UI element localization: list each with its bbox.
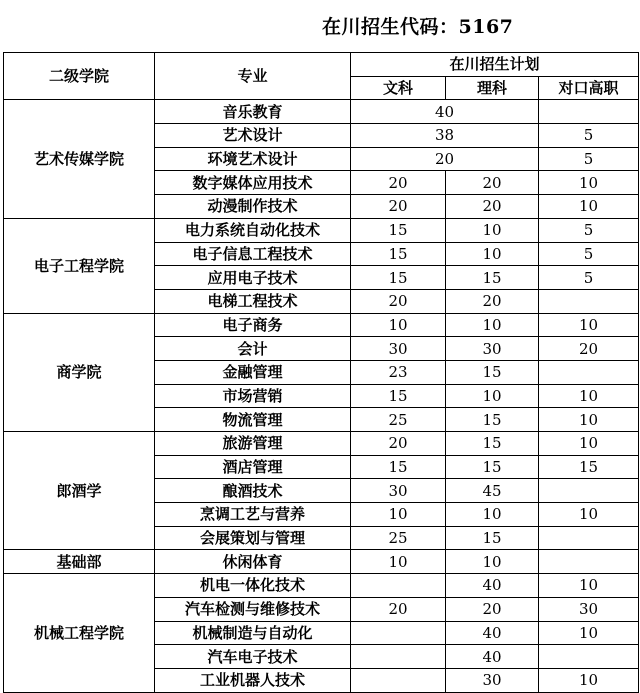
college-cell: 艺术传媒学院 bbox=[4, 100, 155, 218]
college-cell: 机械工程学院 bbox=[4, 574, 155, 692]
wenke-cell: 30 bbox=[351, 479, 446, 503]
like-cell: 20 bbox=[446, 195, 539, 219]
table-row bbox=[4, 100, 639, 124]
table-row bbox=[4, 313, 639, 337]
header-row-1 bbox=[4, 53, 639, 77]
duikou-cell: 10 bbox=[539, 668, 639, 692]
wenke-cell: 15 bbox=[351, 266, 446, 290]
duikou-cell: 10 bbox=[539, 621, 639, 645]
wenke-cell: 20 bbox=[351, 432, 446, 456]
major-cell: 机电一体化技术 bbox=[155, 574, 351, 598]
duikou-cell bbox=[539, 100, 639, 124]
duikou-cell: 15 bbox=[539, 455, 639, 479]
header-plan: 在川招生计划 bbox=[351, 53, 639, 77]
major-cell: 酿酒技术 bbox=[155, 479, 351, 503]
duikou-cell: 5 bbox=[539, 147, 639, 171]
wenke-cell: 25 bbox=[351, 408, 446, 432]
wenke-cell: 20 bbox=[351, 171, 446, 195]
major-cell: 数字媒体应用技术 bbox=[155, 171, 351, 195]
merged-wenke-like-cell: 40 bbox=[351, 100, 539, 124]
college-cell: 电子工程学院 bbox=[4, 218, 155, 313]
table-row bbox=[4, 218, 639, 242]
like-cell: 15 bbox=[446, 526, 539, 550]
like-cell: 10 bbox=[446, 550, 539, 574]
duikou-cell: 10 bbox=[539, 432, 639, 456]
table-row bbox=[4, 574, 639, 598]
duikou-cell: 10 bbox=[539, 171, 639, 195]
header-duikou: 对口高职 bbox=[539, 76, 639, 100]
header-college: 二级学院 bbox=[4, 53, 155, 100]
wenke-cell: 23 bbox=[351, 360, 446, 384]
like-cell: 40 bbox=[446, 645, 539, 669]
table-row bbox=[4, 432, 639, 456]
table-body bbox=[4, 53, 639, 693]
duikou-cell: 5 bbox=[539, 266, 639, 290]
header-like: 理科 bbox=[446, 76, 539, 100]
header-major: 专业 bbox=[155, 53, 351, 100]
wenke-cell: 15 bbox=[351, 455, 446, 479]
wenke-cell: 15 bbox=[351, 218, 446, 242]
like-cell: 15 bbox=[446, 360, 539, 384]
wenke-cell bbox=[351, 574, 446, 598]
major-cell: 动漫制作技术 bbox=[155, 195, 351, 219]
wenke-cell: 25 bbox=[351, 526, 446, 550]
like-cell: 15 bbox=[446, 266, 539, 290]
like-cell: 15 bbox=[446, 408, 539, 432]
wenke-cell: 20 bbox=[351, 597, 446, 621]
duikou-cell bbox=[539, 645, 639, 669]
like-cell: 30 bbox=[446, 337, 539, 361]
major-cell: 物流管理 bbox=[155, 408, 351, 432]
duikou-cell: 20 bbox=[539, 337, 639, 361]
duikou-cell: 5 bbox=[539, 242, 639, 266]
like-cell: 40 bbox=[446, 621, 539, 645]
duikou-cell: 10 bbox=[539, 195, 639, 219]
duikou-cell: 10 bbox=[539, 384, 639, 408]
duikou-cell bbox=[539, 550, 639, 574]
duikou-cell: 10 bbox=[539, 408, 639, 432]
major-cell: 金融管理 bbox=[155, 360, 351, 384]
like-cell: 30 bbox=[446, 668, 539, 692]
like-cell: 10 bbox=[446, 218, 539, 242]
duikou-cell: 10 bbox=[539, 574, 639, 598]
wenke-cell: 15 bbox=[351, 384, 446, 408]
college-cell: 郎酒学 bbox=[4, 432, 155, 550]
like-cell: 45 bbox=[446, 479, 539, 503]
duikou-cell: 10 bbox=[539, 313, 639, 337]
like-cell: 10 bbox=[446, 242, 539, 266]
college-cell: 商学院 bbox=[4, 313, 155, 431]
like-cell: 40 bbox=[446, 574, 539, 598]
like-cell: 10 bbox=[446, 313, 539, 337]
duikou-cell: 30 bbox=[539, 597, 639, 621]
wenke-cell bbox=[351, 645, 446, 669]
major-cell: 应用电子技术 bbox=[155, 266, 351, 290]
wenke-cell: 10 bbox=[351, 550, 446, 574]
wenke-cell: 20 bbox=[351, 289, 446, 313]
wenke-cell: 10 bbox=[351, 313, 446, 337]
wenke-cell bbox=[351, 668, 446, 692]
like-cell: 15 bbox=[446, 432, 539, 456]
major-cell: 会展策划与管理 bbox=[155, 526, 351, 550]
major-cell: 烹调工艺与营养 bbox=[155, 503, 351, 527]
wenke-cell: 30 bbox=[351, 337, 446, 361]
like-cell: 20 bbox=[446, 597, 539, 621]
wenke-cell bbox=[351, 621, 446, 645]
table-row bbox=[4, 550, 639, 574]
major-cell: 环境艺术设计 bbox=[155, 147, 351, 171]
merged-wenke-like-cell: 20 bbox=[351, 147, 539, 171]
enrollment-plan-table bbox=[3, 52, 639, 693]
merged-wenke-like-cell: 38 bbox=[351, 124, 539, 148]
major-cell: 汽车电子技术 bbox=[155, 645, 351, 669]
major-cell: 电力系统自动化技术 bbox=[155, 218, 351, 242]
duikou-cell: 5 bbox=[539, 124, 639, 148]
major-cell: 机械制造与自动化 bbox=[155, 621, 351, 645]
like-cell: 10 bbox=[446, 503, 539, 527]
major-cell: 电子信息工程技术 bbox=[155, 242, 351, 266]
wenke-cell: 20 bbox=[351, 195, 446, 219]
major-cell: 电子商务 bbox=[155, 313, 351, 337]
major-cell: 休闲体育 bbox=[155, 550, 351, 574]
major-cell: 酒店管理 bbox=[155, 455, 351, 479]
duikou-cell: 5 bbox=[539, 218, 639, 242]
duikou-cell bbox=[539, 526, 639, 550]
header-wenke: 文科 bbox=[351, 76, 446, 100]
duikou-cell bbox=[539, 360, 639, 384]
major-cell: 汽车检测与维修技术 bbox=[155, 597, 351, 621]
major-cell: 旅游管理 bbox=[155, 432, 351, 456]
like-cell: 10 bbox=[446, 384, 539, 408]
major-cell: 音乐教育 bbox=[155, 100, 351, 124]
major-cell: 市场营销 bbox=[155, 384, 351, 408]
college-cell: 基础部 bbox=[4, 550, 155, 574]
major-cell: 会计 bbox=[155, 337, 351, 361]
like-cell: 15 bbox=[446, 455, 539, 479]
page-title-container bbox=[0, 12, 640, 42]
page-title: 在川招生代码：5167 bbox=[322, 16, 514, 38]
major-cell: 电梯工程技术 bbox=[155, 289, 351, 313]
like-cell: 20 bbox=[446, 171, 539, 195]
wenke-cell: 10 bbox=[351, 503, 446, 527]
like-cell: 20 bbox=[446, 289, 539, 313]
wenke-cell: 15 bbox=[351, 242, 446, 266]
duikou-cell bbox=[539, 289, 639, 313]
major-cell: 工业机器人技术 bbox=[155, 668, 351, 692]
major-cell: 艺术设计 bbox=[155, 124, 351, 148]
duikou-cell: 10 bbox=[539, 503, 639, 527]
duikou-cell bbox=[539, 479, 639, 503]
